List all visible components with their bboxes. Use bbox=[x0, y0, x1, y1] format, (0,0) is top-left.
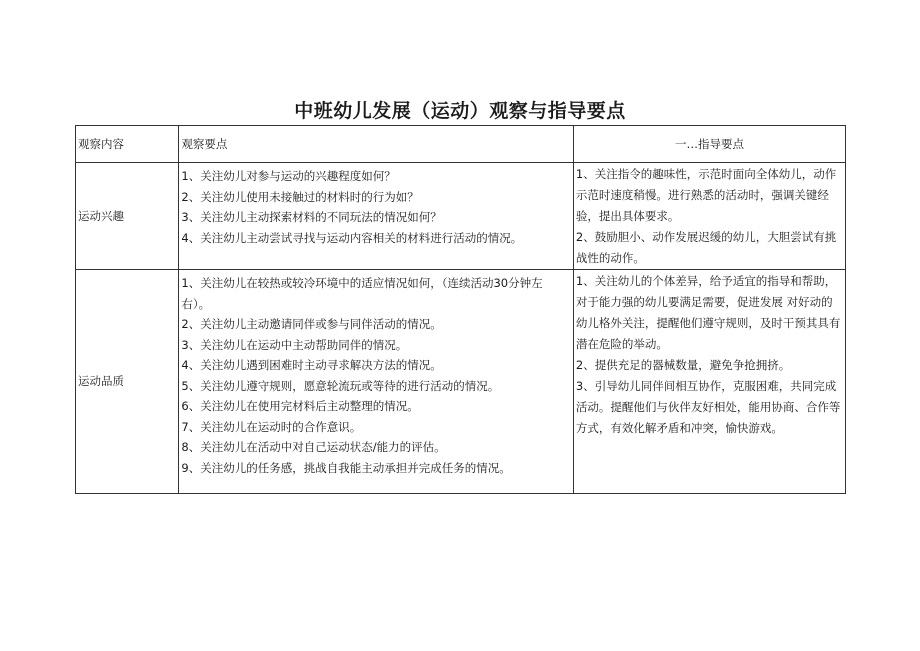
guidance-points-interest bbox=[573, 163, 845, 270]
guidance-points-quality bbox=[573, 270, 845, 494]
observation-table bbox=[75, 125, 846, 494]
list-item: 4、关注幼儿遇到困难时主动寻求解决方法的情况。 bbox=[181, 358, 442, 372]
table-row-interest bbox=[76, 163, 846, 270]
list-item: 2、关注幼儿使用未接触过的材料时的行为如？ bbox=[181, 189, 419, 204]
list-item: 2、鼓励胆小、动作发展迟缓的幼儿，大胆尝试有挑战性的动作。 bbox=[575, 230, 837, 265]
list-item: 5、关注幼儿遵守规则，愿意轮流玩或等待的进行活动的情况。 bbox=[181, 378, 500, 393]
list-item: 3、引导幼儿同伴间相互协作，克服困难，共同完成活动。提醒他们与伙伴友好相处，能用协商、合作等方式，有效化解矛盾和冲突，愉快游戏。 bbox=[575, 379, 841, 435]
observation-points-interest bbox=[179, 163, 574, 270]
list-item: 1、关注幼儿的个体差异，给予适宜的指导和帮助，对于能力强的幼儿要满足需要，促进发展 对好动的幼儿格外关注，提醒他们遵守规则，及时干预其具有潜在危险的举动。 bbox=[575, 274, 841, 351]
list-item: 9、关注幼儿的任务感，挑战自我能主动承担并完成任务的情况。 bbox=[181, 460, 511, 475]
list-item: 8、关注幼儿在活动中对自己运动状态/能力的评估。 bbox=[181, 440, 446, 454]
table-header-row bbox=[76, 126, 846, 163]
header-guidance-points: 一…指导要点 bbox=[573, 126, 845, 163]
table-row-quality bbox=[76, 270, 846, 494]
list-item: 2、关注幼儿主动邀请同伴或参与同伴活动的情况。 bbox=[181, 317, 442, 331]
list-item: 6、关注幼儿在使用完材料后主动整理的情况。 bbox=[181, 399, 419, 413]
list-item: 2、提供充足的器械数量，避免争抢拥挤。 bbox=[575, 358, 791, 372]
observation-points-quality bbox=[179, 270, 574, 494]
list-item: 3、关注幼儿在运动中主动帮助同伴的情况。 bbox=[181, 337, 408, 352]
header-observation-points: 观察要点 bbox=[179, 126, 574, 163]
row-label-interest: 运动兴趣 bbox=[76, 163, 179, 270]
header-observation-content: 观察内容 bbox=[76, 126, 179, 163]
list-item: 7、关注幼儿在运动时的合作意识。 bbox=[181, 419, 362, 434]
row-label-quality: 运动品质 bbox=[76, 270, 179, 494]
list-item: 1、关注幼儿对参与运动的兴趣程度如何？ bbox=[181, 169, 396, 183]
page-title: 中班幼儿发展（运动）观察与指导要点 bbox=[294, 100, 626, 122]
list-item: 3、关注幼儿主动探索材料的不同玩法的情况如何？ bbox=[181, 210, 442, 224]
list-item: 1、关注幼儿在较热或较冷环境中的适应情况如何，（连续活动30分钟左右）。 bbox=[181, 276, 543, 311]
list-item: 1、关注指令的趣味性，示范时面向全体幼儿，动作示范时速度稍慢。进行熟悉的活动时，强调关键经验，提出具体要求。 bbox=[575, 167, 837, 223]
list-item: 4、关注幼儿主动尝试寻找与运动内容相关的材料进行活动的情况。 bbox=[181, 230, 523, 245]
